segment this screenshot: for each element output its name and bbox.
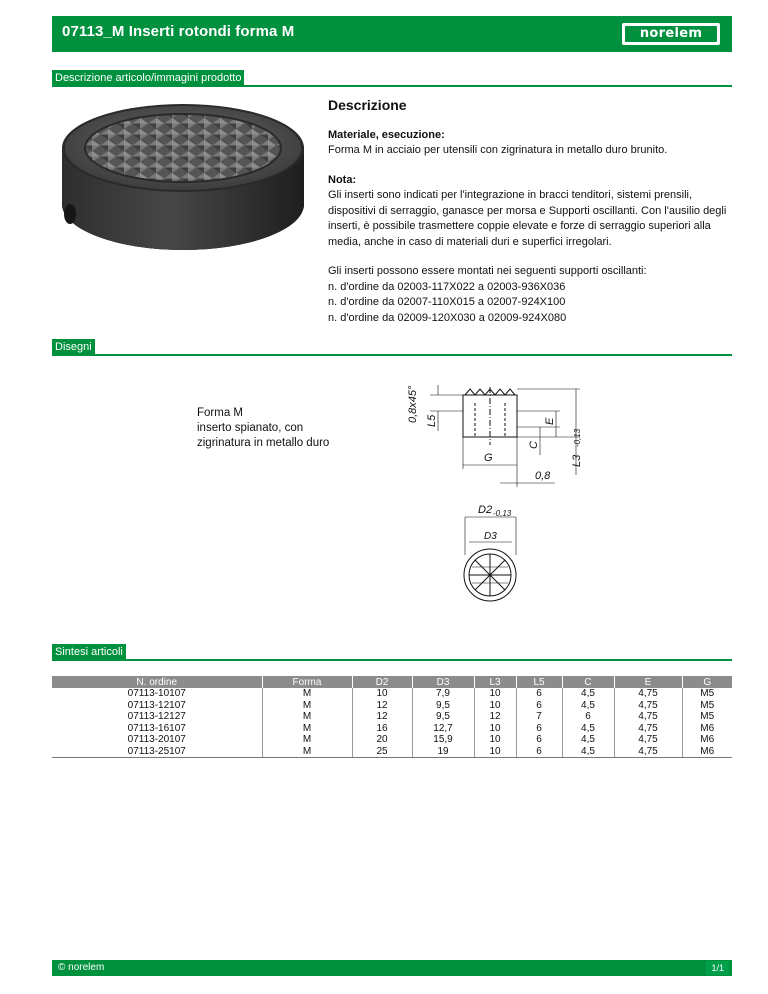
table-cell: 4,75 <box>614 746 682 758</box>
table-cell: 25 <box>352 746 412 758</box>
mount-line: n. d'ordine da 02009-120X030 a 02009-924X080 <box>328 311 567 324</box>
table-row <box>52 688 732 700</box>
table-cell: 12 <box>352 700 412 712</box>
table-cell: 16 <box>352 723 412 735</box>
drawing-caption-line: zigrinatura in metallo duro <box>197 437 330 449</box>
table-cell: M <box>262 688 352 700</box>
l3-tolerance: -0,13 <box>573 428 582 447</box>
mount-line: n. d'ordine da 02007-110X015 a 02007-924X100 <box>328 296 566 308</box>
table-cell: 4,5 <box>562 723 614 735</box>
d2-label: D2 <box>478 504 493 516</box>
table-cell: 10 <box>474 734 516 746</box>
table-cell: M6 <box>682 734 732 746</box>
table-cell: 4,75 <box>614 700 682 712</box>
section-header-summary <box>52 644 732 661</box>
description-heading: Descrizione <box>328 97 407 113</box>
drawing-caption-line: inserto spianato, con <box>197 422 304 434</box>
col-header: Forma <box>262 676 352 688</box>
section-header-drawings <box>52 339 732 356</box>
table-row <box>52 734 732 746</box>
col-header: G <box>682 676 732 688</box>
table-cell: 4,5 <box>562 700 614 712</box>
table-cell: 4,75 <box>614 723 682 735</box>
d2-tolerance: -0,13 <box>493 509 512 518</box>
col-header: E <box>614 676 682 688</box>
drawing-caption <box>197 406 329 451</box>
table-cell: 4,5 <box>562 688 614 700</box>
table-cell: 6 <box>516 734 562 746</box>
description-block <box>328 98 728 340</box>
table-cell: 12 <box>474 711 516 723</box>
brand-logo-text: norelem <box>625 26 717 42</box>
table-cell: 07113-25107 <box>52 746 262 758</box>
material-label: Materiale, esecuzione: <box>328 128 445 141</box>
col-header: D3 <box>412 676 474 688</box>
table-cell: M <box>262 746 352 758</box>
table-cell: 4,75 <box>614 711 682 723</box>
table-cell: 4,5 <box>562 734 614 746</box>
note-line: media, anche in caso di materiali duri e superfici irregolari. <box>328 235 612 248</box>
table-cell: 9,5 <box>412 711 474 723</box>
col-header: C <box>562 676 614 688</box>
d3-label: D3 <box>484 531 497 542</box>
table-cell: 6 <box>516 688 562 700</box>
table-cell: 7 <box>516 711 562 723</box>
table-cell: M <box>262 723 352 735</box>
mount-line: n. d'ordine da 02003-117X022 a 02003-936X036 <box>328 280 566 293</box>
page-number: 1/1 <box>706 961 729 975</box>
table-cell: 07113-16107 <box>127 722 186 734</box>
table-cell: 07113-20107 <box>127 734 186 745</box>
footer-bar <box>52 960 732 976</box>
table-cell: M6 <box>682 723 732 735</box>
material-text: Forma M in acciaio per utensili con zigrinatura in metallo duro brunito. <box>328 144 668 156</box>
col-header: L3 <box>474 676 516 688</box>
table-cell: 10 <box>474 688 516 700</box>
col-header: N. ordine <box>52 676 262 688</box>
table-cell: M5 <box>682 700 732 712</box>
table-cell: M <box>262 711 352 723</box>
table-cell: 19 <box>412 746 474 758</box>
table-cell: 07113-10107 <box>127 688 186 699</box>
table-cell: 20 <box>352 734 412 746</box>
table-cell: 7,9 <box>412 688 474 700</box>
table-cell: 10 <box>352 688 412 700</box>
article-table <box>52 676 732 758</box>
table-cell: 6 <box>562 711 614 723</box>
section-header-images <box>52 70 732 87</box>
table-cell: 10 <box>474 700 516 712</box>
table-cell: 6 <box>516 746 562 758</box>
offset-label: 0,8 <box>535 470 551 482</box>
product-image <box>52 96 314 256</box>
table-cell: 6 <box>516 700 562 712</box>
table-cell: 15,9 <box>412 734 474 746</box>
table-cell: 9,5 <box>412 700 474 712</box>
section-label-summary: Sintesi articoli <box>52 644 126 661</box>
table-cell: 07113-12107 <box>127 699 186 711</box>
e-label: E <box>544 417 556 425</box>
table-cell: 4,5 <box>562 746 614 758</box>
table-row <box>52 700 732 712</box>
note-label: Nota: <box>328 173 357 186</box>
table-cell: 07113-12127 <box>127 711 186 722</box>
table-row <box>52 746 732 758</box>
mount-line: Gli inserti possono essere montati nei seguenti supporti oscillanti: <box>328 265 647 277</box>
col-header: D2 <box>352 676 412 688</box>
table-cell: 10 <box>474 746 516 758</box>
table-cell: 4,75 <box>614 688 682 700</box>
brand-logo <box>622 23 720 45</box>
footer-copyright: © norelem <box>58 962 105 973</box>
section-label-images: Descrizione articolo/immagini prodotto <box>52 70 244 87</box>
table-cell: M5 <box>682 711 732 723</box>
table-cell: M6 <box>682 746 732 758</box>
g-label: G <box>484 452 493 464</box>
drawing-caption-line: Forma M <box>197 407 243 419</box>
technical-drawing <box>380 365 610 625</box>
col-header: L5 <box>516 676 562 688</box>
table-cell: 12 <box>352 711 412 723</box>
table-cell: 6 <box>516 723 562 735</box>
table-row <box>52 711 732 723</box>
note-line: inserti, è possibile trasmettere coppie elevate e forze di serraggio superiori alla <box>328 220 711 232</box>
c-label: C <box>528 441 540 449</box>
l3-label: L3 <box>571 454 583 467</box>
note-line: Gli inserti sono indicati per l'integrazione in bracci tenditori, sistemi prensili, <box>328 189 693 201</box>
page-title: 07113_M Inserti rotondi forma M <box>62 23 295 40</box>
table-row <box>52 723 732 735</box>
table-header-row <box>52 676 732 688</box>
header-bar <box>52 16 732 52</box>
section-label-drawings: Disegni <box>52 339 95 356</box>
table-cell: M <box>262 734 352 746</box>
table-cell: M5 <box>682 688 732 700</box>
table-cell: M <box>262 700 352 712</box>
table-cell: 12,7 <box>412 723 474 735</box>
table-cell: 10 <box>474 723 516 735</box>
note-line: dispositivi di serraggio, ganasce per morsa e Supporti oscillanti. Con l'ausilio degli <box>328 204 727 217</box>
table-cell: 4,75 <box>614 734 682 746</box>
l5-label: L5 <box>426 414 438 427</box>
chamfer-label: 0,8x45° <box>407 385 419 423</box>
